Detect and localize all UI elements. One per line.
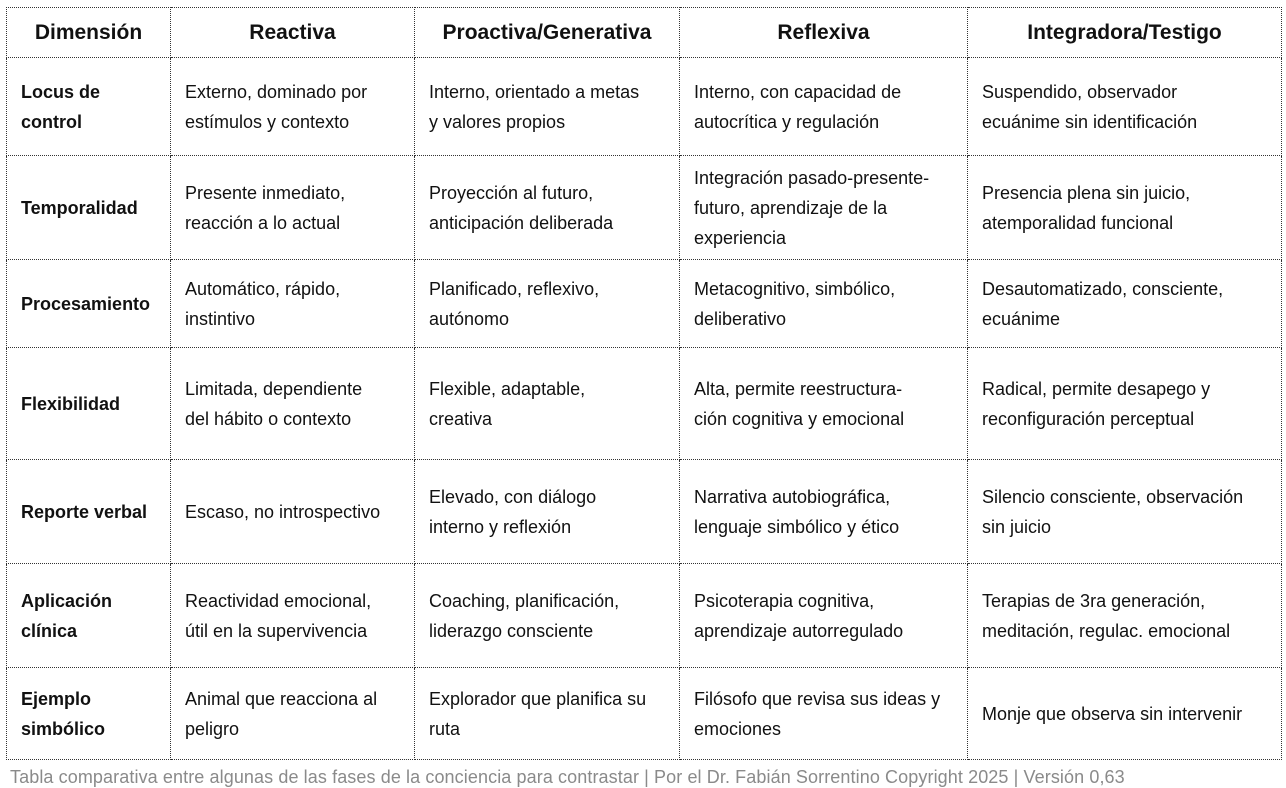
table-row <box>7 564 1282 668</box>
table-cell <box>171 58 415 156</box>
cell-text-line: Integración pasado-presente- <box>694 167 930 188</box>
table-cell <box>680 564 968 668</box>
table-row <box>7 260 1282 348</box>
cell-text-line: Terapias de 3ra generación, <box>982 590 1206 611</box>
cell-text-line: Interno, con capacidad de <box>694 81 902 102</box>
cell-text-line: peligro <box>185 718 240 739</box>
table-row <box>7 58 1282 156</box>
cell-text-line: autocrítica y regulación <box>694 111 880 132</box>
cell-text-line: del hábito o contexto <box>185 408 352 429</box>
header-row <box>7 8 1282 58</box>
table-cell <box>680 260 968 348</box>
table-cell <box>415 668 680 760</box>
table-cell <box>415 156 680 260</box>
cell-text-line: ruta <box>429 718 461 739</box>
table-cell <box>968 348 1282 460</box>
table-cell <box>680 58 968 156</box>
table-cell <box>415 58 680 156</box>
cell-text-line: experiencia <box>694 227 787 248</box>
table-row <box>7 156 1282 260</box>
cell-text-line: sin juicio <box>982 516 1052 537</box>
dimension-label-line: clínica <box>21 620 78 641</box>
cell-text-line: ecuánime <box>982 308 1061 329</box>
cell-text-line: instintivo <box>185 308 256 329</box>
table-cell <box>415 564 680 668</box>
table-cell <box>415 348 680 460</box>
cell-text-line: atemporalidad funcional <box>982 212 1174 233</box>
cell-text-line: reconfiguración perceptual <box>982 408 1195 429</box>
dimension-label-line: control <box>21 111 82 132</box>
cell-text-line: Narrativa autobiográfica, <box>694 486 891 507</box>
table-cell <box>680 348 968 460</box>
cell-text-line: Presencia plena sin juicio, <box>982 182 1191 203</box>
dimension-label-line: Aplicación <box>21 590 113 611</box>
cell-text-line: Explorador que planifica su <box>429 688 647 709</box>
cell-text-line: Psicoterapia cognitiva, <box>694 590 875 611</box>
cell-text-line: anticipación deliberada <box>429 212 614 233</box>
dimension-label-line: Locus de <box>21 81 101 102</box>
cell-text-line: Filósofo que revisa sus ideas y <box>694 688 941 709</box>
header-proactiva: Proactiva/Generativa <box>415 8 680 58</box>
cell-text-line: reacción a lo actual <box>185 212 341 233</box>
cell-text-line: emociones <box>694 718 782 739</box>
table-cell <box>968 260 1282 348</box>
header-dimension: Dimensión <box>7 8 171 58</box>
header-reflexiva: Reflexiva <box>680 8 968 58</box>
cell-text-line: lenguaje simbólico y ético <box>694 516 900 537</box>
cell-text-line: Interno, orientado a metas <box>429 81 640 102</box>
cell-text-line: Reactividad emocional, <box>185 590 372 611</box>
cell-text-line: ción cognitiva y emocional <box>694 408 905 429</box>
dimension-label-line: Flexibilidad <box>21 393 121 414</box>
cell-text-line: ecuánime sin identificación <box>982 111 1198 132</box>
table-cell <box>171 348 415 460</box>
table-cell <box>968 564 1282 668</box>
table-cell <box>680 156 968 260</box>
cell-text-line: deliberativo <box>694 308 787 329</box>
cell-text-line: estímulos y contexto <box>185 111 350 132</box>
dimension-cell <box>7 260 171 348</box>
dimension-cell <box>7 564 171 668</box>
dimension-cell <box>7 460 171 564</box>
cell-text-line: Proyección al futuro, <box>429 182 594 203</box>
table-row <box>7 460 1282 564</box>
cell-text-line: futuro, aprendizaje de la <box>694 197 888 218</box>
cell-text-line: Coaching, planificación, <box>429 590 620 611</box>
table-cell <box>415 460 680 564</box>
cell-text-line: Elevado, con diálogo <box>429 486 597 507</box>
table-cell <box>968 668 1282 760</box>
cell-text-line: liderazgo consciente <box>429 620 594 641</box>
cell-text-line: útil en la supervivencia <box>185 620 368 641</box>
dimension-cell <box>7 348 171 460</box>
table-cell <box>171 460 415 564</box>
cell-text-line: Radical, permite desapego y <box>982 378 1211 399</box>
cell-text-line: Escaso, no introspectivo <box>185 501 381 522</box>
cell-text-line: Planificado, reflexivo, <box>429 278 600 299</box>
cell-text-line: interno y reflexión <box>429 516 572 537</box>
cell-text-line: Monje que observa sin intervenir <box>982 703 1243 724</box>
dimension-label-line: Reporte verbal <box>21 501 148 522</box>
caption-footer: Tabla comparativa entre algunas de las fases de la conciencia para contrastar | Por el Dr. Fabián Sorrentino Copyright 2025 | Versión 0,63 <box>10 767 1125 787</box>
header-integradora: Integradora/Testigo <box>968 8 1282 58</box>
cell-text-line: Flexible, adaptable, <box>429 378 586 399</box>
table-cell <box>680 668 968 760</box>
table-cell <box>968 460 1282 564</box>
cell-text-line: Suspendido, observador <box>982 81 1178 102</box>
dimension-label-line: Procesamiento <box>21 293 151 314</box>
dimension-label-line: Ejemplo <box>21 688 92 709</box>
cell-text-line: Externo, dominado por <box>185 81 368 102</box>
dimension-cell <box>7 156 171 260</box>
dimension-cell <box>7 58 171 156</box>
dimension-label-line: Temporalidad <box>21 197 138 218</box>
table-cell <box>415 260 680 348</box>
cell-text-line: Metacognitivo, simbólico, <box>694 278 896 299</box>
cell-text-line: Automático, rápido, <box>185 278 341 299</box>
table-cell <box>680 460 968 564</box>
cell-text-line: Alta, permite reestructura- <box>694 378 903 399</box>
table-cell <box>968 156 1282 260</box>
cell-text-line: aprendizaje autorregulado <box>694 620 904 641</box>
dimension-label-line: simbólico <box>21 718 106 739</box>
cell-text-line: Silencio consciente, observación <box>982 486 1244 507</box>
cell-text-line: meditación, regulac. emocional <box>982 620 1231 641</box>
header-reactiva: Reactiva <box>171 8 415 58</box>
cell-text-line: y valores propios <box>429 111 566 132</box>
dimension-cell <box>7 668 171 760</box>
table-cell <box>171 564 415 668</box>
table-row <box>7 668 1282 760</box>
table-cell <box>968 58 1282 156</box>
cell-text-line: creativa <box>429 408 493 429</box>
cell-text-line: Presente inmediato, <box>185 182 346 203</box>
table-cell <box>171 260 415 348</box>
cell-text-line: autónomo <box>429 308 510 329</box>
comparison-table <box>6 7 1282 760</box>
table-cell <box>171 156 415 260</box>
table-cell <box>171 668 415 760</box>
cell-text-line: Desautomatizado, consciente, <box>982 278 1224 299</box>
cell-text-line: Animal que reacciona al <box>185 688 378 709</box>
table-row <box>7 348 1282 460</box>
cell-text-line: Limitada, dependiente <box>185 378 363 399</box>
